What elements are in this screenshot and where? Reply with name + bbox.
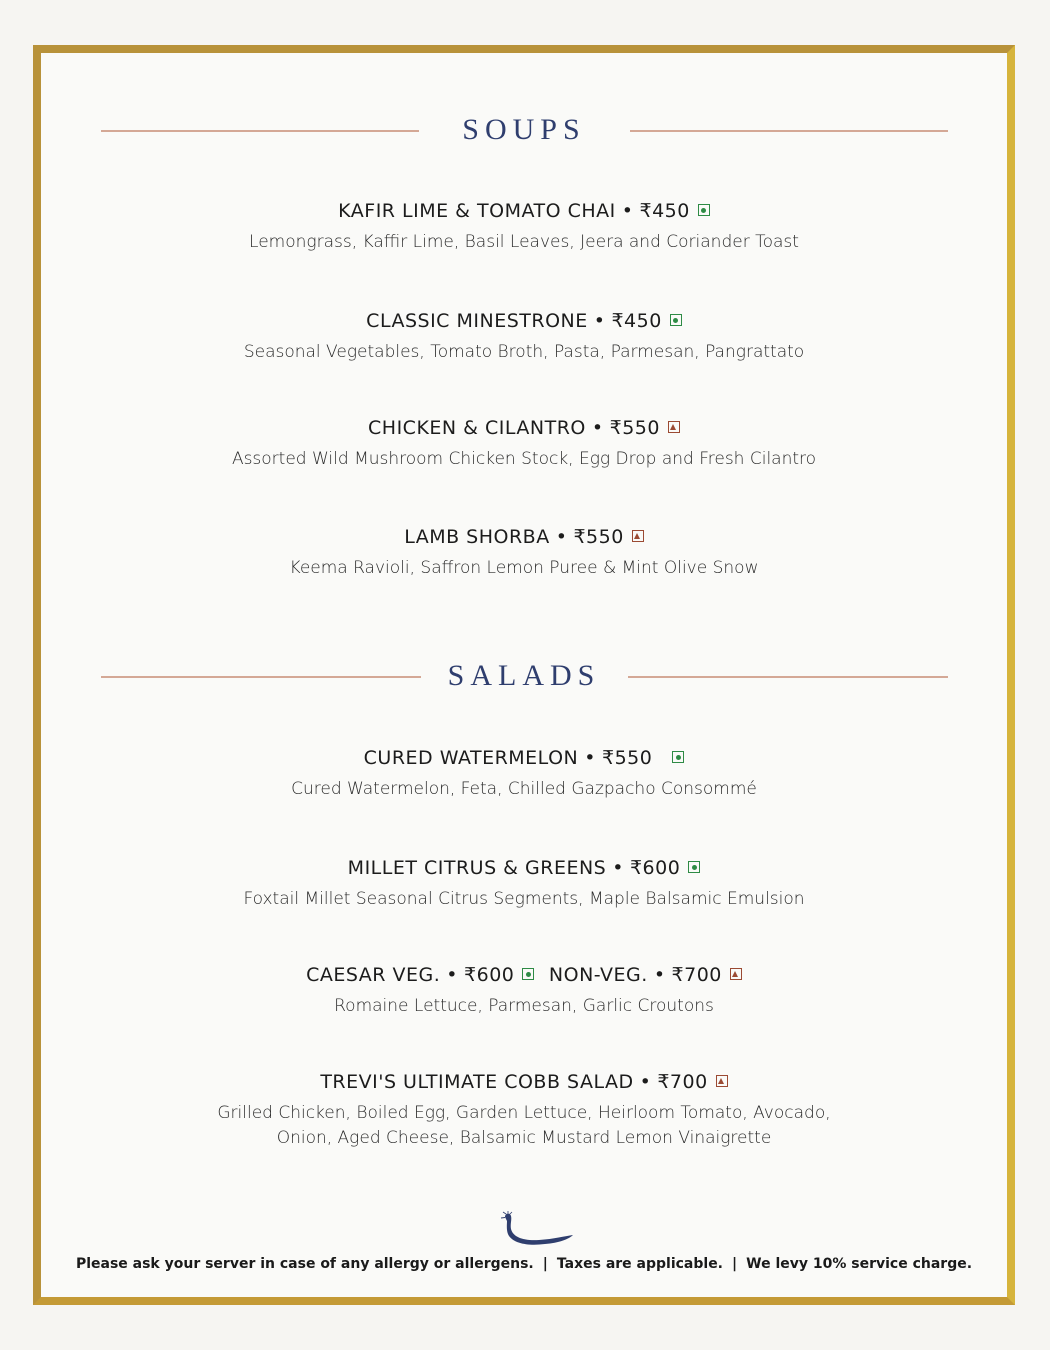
menu-item: CAESAR VEG. • ₹600 NON-VEG. • ₹700 Romaine Lettuce, Parmesan, Garlic Croutons [41, 962, 1007, 1019]
section-title: SALADS [447, 659, 601, 692]
menu-item: CURED WATERMELON • ₹550 Cured Watermelon, Feta, Chilled Gazpacho Consommé [41, 745, 1007, 802]
divider-right [628, 676, 948, 678]
non-veg-icon [632, 530, 644, 542]
veg-icon [670, 314, 682, 326]
veg-icon [698, 204, 710, 216]
allergy-note: Please ask your server in case of any allergy or allergens. [75, 1256, 534, 1272]
item-description: Foxtail Millet Seasonal Citrus Segments, Maple Balsamic Emulsion [243, 889, 805, 909]
item-price: ₹450 [611, 310, 662, 332]
item-description: Keema Ravioli, Saffron Lemon Puree & Mint Olive Snow [289, 558, 759, 578]
item-name: CLASSIC MINESTRONE [366, 310, 588, 332]
veg-icon [522, 968, 534, 980]
footer-notes [41, 1256, 1007, 1272]
item-description-line: Grilled Chicken, Boiled Egg, Garden Lettuce, Heirloom Tomato, Avocado, [217, 1103, 831, 1123]
peacock-icon [499, 1211, 579, 1247]
menu-item: KAFIR LIME & TOMATO CHAI • ₹450 Lemongrass, Kaffir Lime, Basil Leaves, Jeera and Coriander Toast [41, 198, 1007, 255]
non-veg-icon [730, 968, 742, 980]
item-price: ₹700 [657, 1071, 708, 1093]
item-price: ₹600 [464, 964, 515, 986]
divider-right [630, 130, 948, 132]
item-price: ₹550 [609, 417, 660, 439]
item-price: ₹450 [639, 200, 690, 222]
menu-item: MILLET CITRUS & GREENS • ₹600 Foxtail Millet Seasonal Citrus Segments, Maple Balsamic Emulsion [41, 855, 1007, 912]
menu-item: CLASSIC MINESTRONE • ₹450 Seasonal Vegetables, Tomato Broth, Pasta, Parmesan, Pangrattato [41, 308, 1007, 365]
item-price-secondary: ₹700 [671, 964, 722, 986]
item-price: ₹550 [573, 526, 624, 548]
item-name: CURED WATERMELON [363, 747, 579, 769]
item-description: Cured Watermelon, Feta, Chilled Gazpacho Consommé [291, 779, 757, 799]
service-charge-note: We levy 10% service charge. [746, 1256, 973, 1272]
veg-icon [688, 861, 700, 873]
item-price: ₹550 [601, 747, 653, 769]
menu-item: TREVI'S ULTIMATE COBB SALAD • ₹700 Grilled Chicken, Boiled Egg, Garden Lettuce, Heirloom Tomato, Avocado, Onion, Aged Cheese, Balsamic Mustard Lemon Vinaigrette [41, 1069, 1007, 1151]
section-header-salads [41, 656, 1007, 696]
item-name-secondary: NON-VEG. [548, 964, 648, 986]
non-veg-icon [668, 421, 680, 433]
menu-item: LAMB SHORBA • ₹550 Keema Ravioli, Saffron Lemon Puree & Mint Olive Snow [41, 524, 1007, 581]
item-description [41, 1101, 1007, 1151]
item-name: KAFIR LIME & TOMATO CHAI [338, 200, 616, 222]
footer-separator: | [732, 1256, 738, 1272]
item-price: ₹600 [629, 857, 681, 879]
item-name: CHICKEN & CILANTRO [368, 417, 586, 439]
menu-frame [33, 45, 1015, 1305]
item-name: MILLET CITRUS & GREENS [347, 857, 607, 879]
veg-icon [672, 751, 684, 763]
item-name: TREVI'S ULTIMATE COBB SALAD [320, 1071, 634, 1093]
section-title: SOUPS [462, 113, 586, 146]
section-header-soups [41, 110, 1007, 150]
footer-separator: | [542, 1256, 548, 1272]
item-description-line: Onion, Aged Cheese, Balsamic Mustard Lemon Vinaigrette [276, 1128, 772, 1148]
tax-note: Taxes are applicable. [556, 1256, 724, 1272]
item-name: LAMB SHORBA [404, 526, 550, 548]
item-name: CAESAR VEG. [306, 964, 441, 986]
item-description: Lemongrass, Kaffir Lime, Basil Leaves, Jeera and Coriander Toast [249, 232, 799, 252]
item-description: Romaine Lettuce, Parmesan, Garlic Croutons [334, 996, 714, 1016]
non-veg-icon [716, 1075, 728, 1087]
item-description: Seasonal Vegetables, Tomato Broth, Pasta, Parmesan, Pangrattato [243, 342, 805, 362]
item-description: Assorted Wild Mushroom Chicken Stock, Egg Drop and Fresh Cilantro [231, 449, 817, 469]
menu-item: CHICKEN & CILANTRO • ₹550 Assorted Wild Mushroom Chicken Stock, Egg Drop and Fresh Cilantro [41, 415, 1007, 472]
